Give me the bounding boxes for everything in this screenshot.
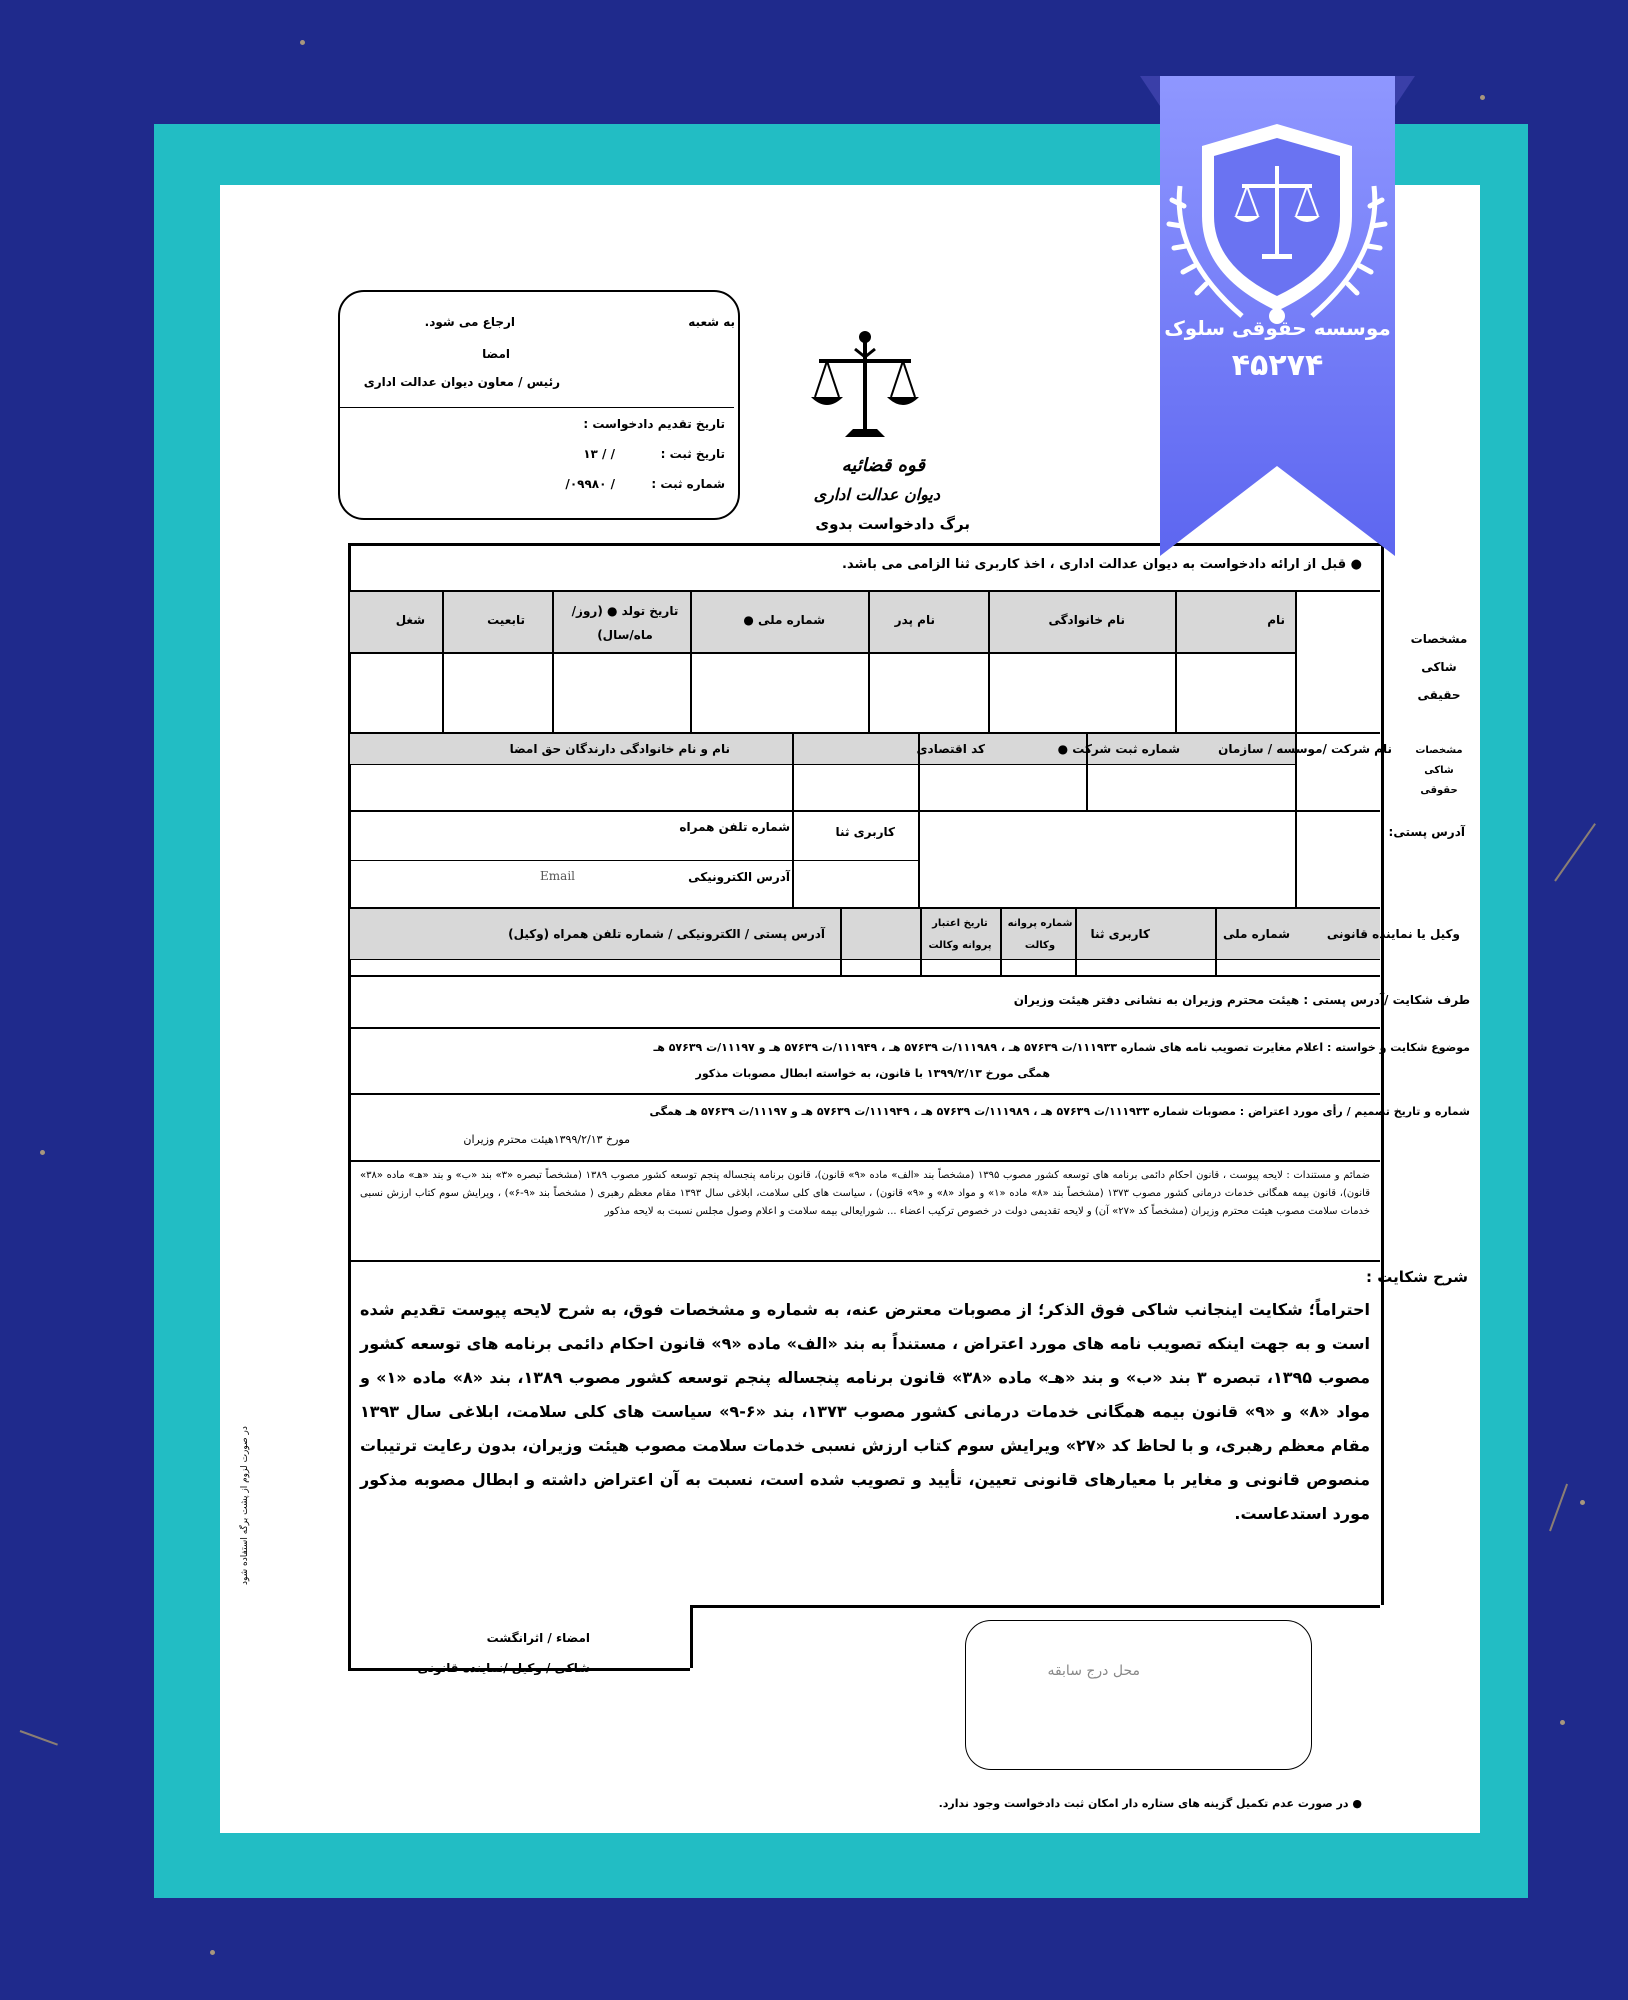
cutout-edge: [690, 1605, 693, 1668]
real-col-national-id: شماره ملی ●: [743, 613, 825, 627]
real-col-father: نام پدر: [894, 613, 935, 627]
col-divider: [552, 592, 554, 732]
complaint-body: احتراماً؛ شکایت اینجانب شاکی فوق الذکر؛ از مصوبات معترض عنه، به شماره و مشخصات فوق، به شرح لایحه پیوست تقدیم شده است و به جهت اینکه تصویب نامه های مورد اعتراض ، مستنداً به بند «الف» ماده «۹» قانون احکام دائمی برنامه های توسعه کشور مصوب ۱۳۹۵، تبصره ۳ بند «ب» و بند «هـ» ماده «۳۸» قانون برنامه پنجساله پنجم توسعه کشور مصوب ۱۳۸۹، بند «۸» ماده «۱» و مواد «۸» و «۹» قانون بیمه همگانی خدمات درمانی کشور مصوب ۱۳۷۳، بند «۶-۹» سیاست های کلی سلامت، ابلاغی سال ۱۳۹۳ مقام معظم رهبری، و با لحاظ کد «۲۷» ویرایش سوم کتاب ارزش نسبی خدمات سلامت مصوب هیئت وزیران، بدون رعایت ترتیبات منصوص قانونی و مغایر با معیارهای قانونی تعیین، تأیید و تصویب شده است، نسبت به آن اعتراض داشته و ابطال مصوبه مذکور مورد استدعاست.: [360, 1300, 1371, 1523]
attachments-text: ضمائم و مستندات : لایحه پیوست ، قانون احکام دائمی برنامه های توسعه کشور مصوب ۱۳۹۵ (مشخصاً بند «الف» ماده «۹» قانون)، قانون برنامه پنجساله پنجم توسعه کشور مصوب ۱۳۸۹ (مشخصاً تبصره «۳» بند «ب» و بند «هـ» ماده «۳۸» قانون)، قانون بیمه همگانی خدمات درمانی کشور مصوب ۱۳۷۳ (مشخصاً بند «۸» ماده «۱» و مواد «۸» و «۹» قانون) ، سیاست های کلی سلامت، ابلاغی سال ۱۳۹۳ مقام معظم رهبری ( مشخصاً بند «۹-۶») ، ویرایش سوم کتاب ارزش نسبی خدمات سلامت مصوب هیئت محترم وزیران (مشخصاً کد «۲۷» آن) و لایحه تقدیمی دولت در خصوص ترکیب اعضاء ... شورایعالی بیمه سلامت و اعلام وصول مجلس نسبت به لایحه مذکور: [360, 1170, 1370, 1217]
lawyer-header-divider: [350, 959, 1380, 960]
form-title: برگ دادخواست بدوی: [815, 515, 970, 533]
required-fields-footnote: ● در صورت عدم تکمیل گزینه های ستاره دار امکان ثبت دادخواست وجود ندارد.: [938, 1797, 1362, 1810]
subject-line-1: موضوع شکایت و خواسته : اعلام مغایرت تصویب نامه های شماره ۱۱۱۹۳۳/ت ۵۷۶۳۹ هـ ، ۱۱۱۹۸۹/ت ۵۷۶۳۹ هـ ، ۱۱۱۹۴۹/ت ۵۷۶۳۹ هـ و ۱۱۱۹۷/ت ۵۷۶۳۹ هـ: [653, 1041, 1470, 1054]
real-plaintiff-side-label: مشخصات شاکی حقیقی: [1410, 632, 1468, 702]
background-streak: [1549, 1484, 1568, 1532]
lawyer-col-divider: [840, 909, 842, 975]
record-stamp-box: [965, 1620, 1312, 1770]
background-sparkle: [1560, 1720, 1565, 1725]
signature-line-1: امضاء / اثرانگشت: [486, 1631, 590, 1645]
lawyer-col-license-date: تاریخ اعتبار پروانه وکالت: [928, 918, 992, 951]
real-header-divider: [350, 652, 1295, 654]
background-sparkle: [1480, 95, 1485, 100]
real-col-job: شغل: [395, 613, 425, 627]
emblem-text: قوه قضائیه: [841, 455, 925, 476]
col-divider: [690, 592, 692, 732]
attachments-divider: [350, 1260, 1380, 1262]
real-col-birth: تاریخ تولد ● (روز/ماه/سال): [571, 604, 679, 642]
institute-ribbon-badge: [1140, 76, 1415, 556]
defendant-divider: [350, 1027, 1380, 1029]
lawyer-col-divider: [1215, 909, 1217, 975]
sana-notice: ● قبل از ارائه دادخواست به دیوان عدالت اداری ، اخذ کاربری ثنا الزامی می باشد.: [842, 557, 1362, 572]
back-page-note: در صورت لزوم از پشت برگه استفاده شود: [240, 1426, 250, 1585]
court-name: دیوان عدالت اداری: [813, 485, 940, 504]
background-sparkle: [300, 40, 305, 45]
col-divider: [1175, 592, 1177, 732]
referred-label: ارجاع می شود.: [424, 315, 515, 329]
reg-date-label: تاریخ ثبت :: [660, 447, 725, 461]
signature-line-2: شاکی / وکیل /نماینده قانونی: [417, 1661, 590, 1675]
real-col-name: نام: [1267, 613, 1285, 627]
subject-line-2: همگی مورخ ۱۳۹۹/۲/۱۳ با قانون، به خواسته ابطال مصوبات مذکور: [695, 1067, 1050, 1080]
legal-col-company: نام شرکت /موسسه / سازمان: [1218, 742, 1392, 756]
legal-col-divider: [792, 734, 794, 907]
email-label: آدرس الکترونیکی: [688, 870, 790, 884]
defendant-line: طرف شکایت /آدرس پستی : هیئت محترم وزیران به نشانی دفتر هیئت وزیران: [1013, 993, 1470, 1007]
office-box-divider: [340, 407, 734, 408]
background-sparkle: [40, 1150, 45, 1155]
institute-number: ۴۵۲۷۴: [1231, 348, 1324, 383]
postal-address-label: آدرس پستی:: [1388, 825, 1465, 839]
legal-col-reg-no: شماره ثبت شرکت ●: [1057, 742, 1180, 756]
reg-no-value: / ۰۹۹۸۰/: [565, 477, 615, 491]
submit-date-label: تاریخ تقدیم دادخواست :: [583, 417, 725, 431]
real-col-family: نام خانوادگی: [1048, 613, 1125, 627]
reference-label: به شعبه: [688, 315, 735, 329]
background-sparkle: [1580, 1500, 1585, 1505]
legal-header-divider: [350, 764, 1295, 765]
contact-row-divider: [350, 860, 918, 861]
sana-user-label: کاربری ثنا: [835, 825, 895, 839]
lawyer-col-representative: وکیل یا نماینده قانونی: [1326, 927, 1460, 941]
institute-name: موسسه حقوقی سلوک: [1164, 316, 1391, 340]
decision-line-1: شماره و تاریخ تصمیم / رأی مورد اعتراض : مصوبات شماره ۱۱۱۹۳۳/ت ۵۷۶۳۹ هـ ، ۱۱۱۹۸۹/ت ۵۷۶۳۹ هـ ، ۱۱۱۹۴۹/ت ۵۷۶۳۹ هـ و ۱۱۱۹۷/ت ۵۷۶۳۹ هـ همگی: [649, 1105, 1470, 1118]
shield-scales-logo-icon: [1162, 116, 1392, 326]
decision-divider: [350, 1160, 1380, 1162]
sign-label: امضا: [482, 347, 510, 361]
contact-divider: [918, 810, 920, 907]
chief-label: رئیس / معاون دیوان عدالت اداری: [363, 375, 560, 389]
lawyer-col-national-id: شماره ملی: [1223, 927, 1290, 941]
col-divider: [868, 592, 870, 732]
legal-col-signers: نام و نام خانوادگی دارندگان حق امضا: [509, 742, 730, 756]
mobile-label: شماره تلفن همراه: [679, 820, 790, 834]
decision-line-2: مورخ ۱۳۹۹/۲/۱۳هیئت محترم وزیران: [463, 1133, 630, 1146]
lawyer-col-sana: کاربری ثنا: [1090, 927, 1150, 941]
cutout-top: [690, 1605, 1380, 1608]
email-hint: Email: [540, 869, 575, 883]
reg-date-value: / / ۱۳: [583, 447, 615, 461]
real-col-citizenship: تابعیت: [487, 613, 525, 627]
background-sparkle: [210, 1950, 215, 1955]
judiciary-emblem-icon: [805, 325, 925, 450]
lawyer-row-divider: [350, 975, 1380, 977]
col-divider: [442, 592, 444, 732]
record-stamp-label: محل درج سابقه: [1047, 1663, 1140, 1679]
background-streak: [1554, 823, 1596, 881]
legal-col-economic-code: کد اقتصادی: [916, 742, 985, 756]
complaint-heading: شرح شکایت :: [1366, 1268, 1468, 1286]
legal-row-divider: [350, 810, 1380, 812]
subject-divider: [350, 1093, 1380, 1095]
lawyer-col-license-no: شماره پروانه وکالت: [1007, 918, 1073, 951]
reg-no-label: شماره ثبت :: [651, 477, 725, 491]
lawyer-col-contact: آدرس پستی / الکترونیکی / شماره تلفن همراه (وکیل): [508, 927, 825, 941]
col-divider: [988, 592, 990, 732]
background-streak: [20, 1730, 58, 1746]
legal-plaintiff-side-label: مشخصات شاکی حقوقی: [1415, 745, 1463, 796]
